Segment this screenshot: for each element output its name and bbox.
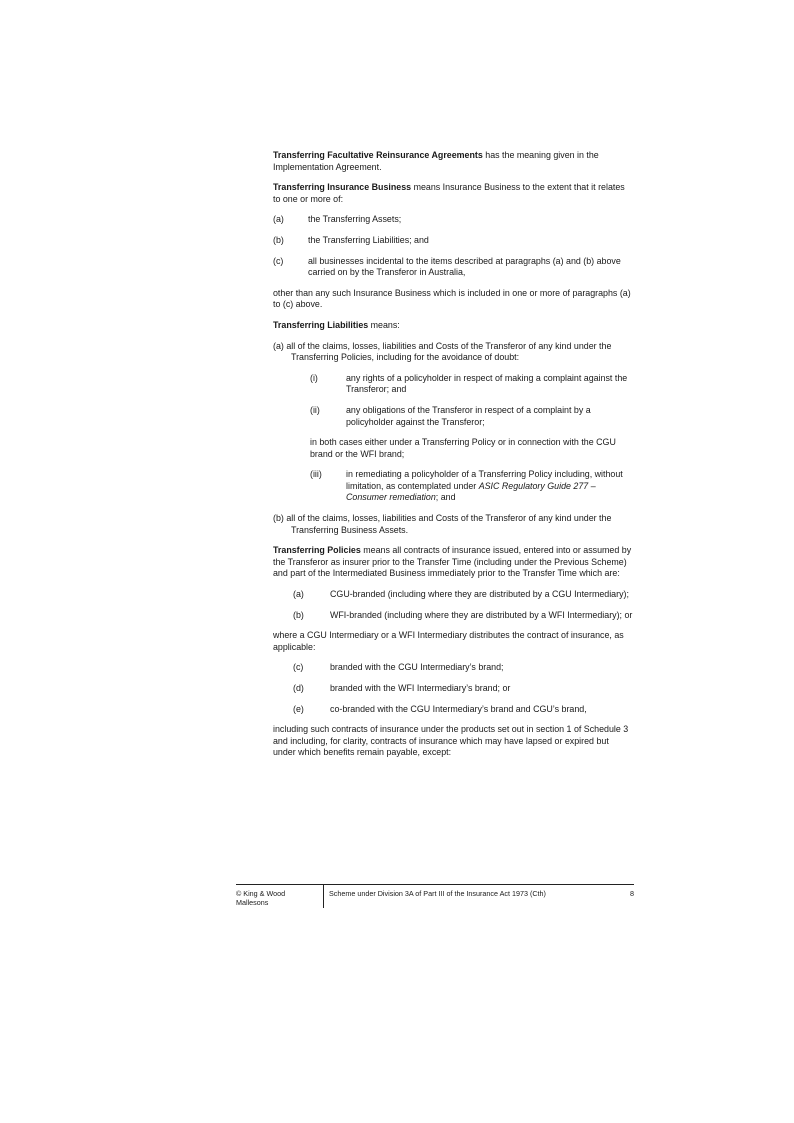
list-item [273, 256, 633, 279]
definition-facultative [273, 150, 633, 173]
definition-text: means: [368, 319, 400, 330]
list-item [293, 589, 633, 601]
page-number: 8 [630, 889, 634, 898]
item-label: (c) [273, 255, 284, 266]
document-body [273, 150, 633, 768]
footer-rule [236, 884, 634, 885]
item-text: all businesses incidental to the items described at paragraphs (a) and (b) above carried on by the Transferor in Australia, [308, 255, 621, 278]
item-label: (i) [310, 372, 318, 383]
item-label: (ii) [310, 404, 320, 415]
definition-insurance-business [273, 182, 633, 205]
item-text: WFI-branded (including where they are distributed by a WFI Intermediary); or [330, 609, 633, 620]
defined-term: Transferring Liabilities [273, 319, 369, 330]
definition-policies [273, 545, 633, 580]
footer-divider [323, 884, 324, 908]
list-item [273, 235, 633, 247]
definition-text: means Insurance Business to the extent that it relates to one or more of: [273, 182, 625, 204]
footer-copyright: © King & Wood Mallesons [236, 889, 286, 907]
item-text: any obligations of the Transferor in respect of a complaint by a policyholder against the Transferor; [346, 404, 591, 427]
defined-term: Transferring Facultative Reinsurance Agreements [273, 150, 483, 160]
guide-title: ASIC Regulatory Guide 277 – Consumer remediation [346, 480, 596, 503]
liabilities-item-a: (a) all of the claims, losses, liabilities and Costs of the Transferor of any kind under the Transferring Policies, including for the avoidance of doubt: [273, 340, 612, 363]
closing-paragraph: other than any such Insurance Business which is included in one or more of paragraphs (a) to (c) above. [273, 287, 631, 310]
footer-title: Scheme under Division 3A of Part III of the Insurance Act 1973 (Cth) [329, 889, 546, 898]
list-item [273, 214, 633, 226]
item-text: CGU-branded (including where they are distributed by a CGU Intermediary); [330, 589, 629, 600]
item-text: co-branded with the CGU Intermediary’s brand and CGU’s brand, [330, 703, 587, 714]
list-item [293, 704, 633, 716]
item-text [346, 469, 633, 504]
item-label: (iii) [310, 469, 322, 480]
list-item [293, 683, 633, 695]
page-footer [236, 884, 634, 908]
defined-term: Transferring Policies [273, 545, 361, 556]
item-label: (a) [273, 214, 284, 225]
list-item [310, 373, 633, 396]
definition-text: means all contracts of insurance issued, entered into or assumed by the Transferor as insurer prior to the Transfer Time (including under the Previous Scheme) and part of the Intermediated Business immediately prior to the Transfer Time which are: [273, 545, 632, 579]
item-label: (a) [293, 589, 304, 600]
item-label: (c) [293, 662, 304, 673]
item-text: branded with the CGU Intermediary’s brand; [330, 662, 504, 673]
item-label: (e) [293, 703, 304, 714]
list-item [293, 662, 633, 674]
definition-text: has the meaning given in the Implementation Agreement. [273, 150, 599, 172]
item-text: the Transferring Liabilities; and [308, 234, 429, 245]
item-label: (d) [293, 683, 304, 693]
item-label: (b) [273, 234, 284, 245]
definition-liabilities [273, 320, 633, 332]
item-text-part: ; and [435, 492, 456, 503]
item-text: branded with the WFI Intermediary’s brand; or [330, 683, 511, 693]
list-item [293, 610, 633, 622]
list-item [310, 405, 633, 428]
item-text-part: in remediating a policyholder of a Transferring Policy including, without limitation, as contemplated under [346, 469, 623, 491]
where-paragraph: where a CGU Intermediary or a WFI Intermediary distributes the contract of insurance, as applicable: [273, 630, 624, 652]
list-item [310, 469, 633, 504]
item-text: the Transferring Assets; [308, 214, 402, 225]
item-text: any rights of a policyholder in respect of making a complaint against the Transferor; and [346, 372, 628, 395]
item-label: (b) [293, 609, 304, 620]
closing-paragraph: including such contracts of insurance under the products set out in section 1 of Schedule 3 and including, for clarity, contracts of insurance which may have lapsed or expired but under which benefits remain payable, except: [273, 724, 629, 758]
both-cases-paragraph: in both cases either under a Transferring Policy or in connection with the CGU brand or the WFI brand; [310, 437, 616, 459]
liabilities-item-b: (b) all of the claims, losses, liabilities and Costs of the Transferor of any kind under the Transferring Business Assets. [273, 513, 612, 535]
defined-term: Transferring Insurance Business [273, 182, 412, 193]
